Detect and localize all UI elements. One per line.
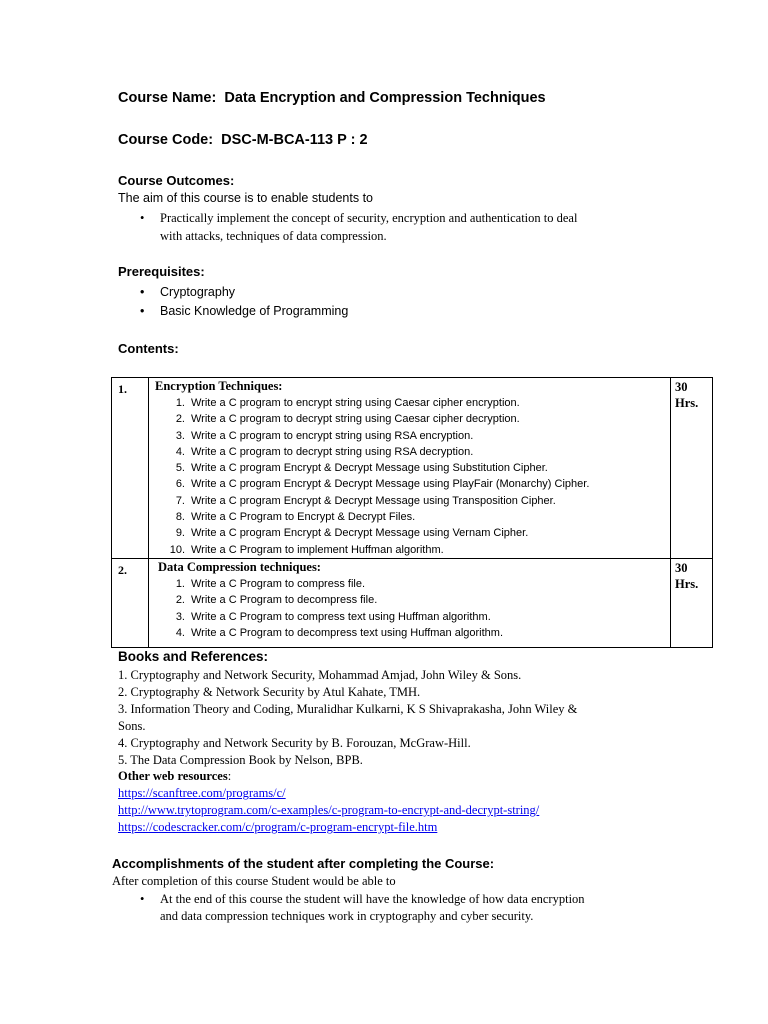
table-row [112, 558, 713, 647]
list-item: 1. Write a C Program to compress file. [175, 577, 366, 590]
list-item: 2. Write a C program to decrypt string using Caesar cipher decryption. [175, 413, 520, 426]
book-item: 2. Cryptography & Network Security by Atul Kahate, TMH. [118, 684, 421, 699]
accomplishments-list [118, 891, 658, 925]
web-link[interactable]: https://codescracker.com/c/program/c-program-encrypt-file.htm [118, 820, 438, 835]
list-item: 10. Write a C Program to implement Huffman algorithm. [169, 543, 444, 556]
web-link[interactable]: http://www.trytoprogram.com/c-examples/c-program-to-encrypt-and-decrypt-string/ [118, 803, 540, 818]
section-title: Encryption Techniques: [155, 379, 283, 393]
course-code-label: Course Code: [118, 132, 214, 148]
books-list [118, 667, 658, 836]
course-name: Data Encryption and Compression Techniques [224, 90, 546, 106]
book-item: 4. Cryptography and Network Security by B. Forouzan, McGraw-Hill. [118, 735, 471, 750]
outcomes-heading: Course Outcomes: [118, 173, 235, 188]
section-number: 2. [112, 558, 149, 647]
contents-table [111, 377, 713, 648]
prerequisites-heading: Prerequisites: [118, 264, 205, 279]
web-link[interactable]: https://scanftree.com/programs/c/ [118, 786, 286, 801]
section-number: 1. [112, 378, 149, 559]
course-code: DSC-M-BCA-113 P : 2 [221, 132, 368, 148]
list-item: 3. Write a C program to encrypt string using RSA encryption. [175, 429, 474, 442]
book-item: 3. Information Theory and Coding, Muralidhar Kulkarni, K S Shivaprakasha, John Wiley & [118, 701, 578, 716]
book-item: 5. The Data Compression Book by Nelson, BPB. [118, 752, 363, 767]
prerequisite-item: • Cryptography [118, 283, 348, 302]
web-resources-heading: Other web resources: [118, 769, 232, 784]
list-item: 2. Write a C Program to decompress file. [175, 594, 378, 607]
books-heading: Books and References: [118, 649, 269, 664]
course-name-label: Course Name: [118, 90, 217, 106]
outcomes-bullet: • Practically implement the concept of security, encryption and authentication to deal with attacks, techniques of data compression. [118, 209, 658, 245]
list-item: 8. Write a C Program to Encrypt & Decrypt Files. [175, 511, 416, 524]
accomplishments-heading: Accomplishments of the student after completing the Course: [112, 856, 495, 871]
section-hours: 30 Hrs. [671, 378, 713, 559]
section-items [149, 576, 670, 647]
section-items [149, 395, 670, 558]
accomplishments-bullet: • At the end of this course the student will have the knowledge of how data encryption and data compression techniques work in cryptography and cyber security. [118, 891, 658, 925]
book-item: 1. Cryptography and Network Security, Mohammad Amjad, John Wiley & Sons. [118, 668, 522, 682]
list-item: 6. Write a C program Encrypt & Decrypt Message using PlayFair (Monarchy) Cipher. [175, 478, 590, 491]
section-hours: 30 Hrs. [671, 558, 713, 647]
list-item: 4. Write a C program to decrypt string using RSA decryption. [175, 445, 474, 458]
prerequisite-item: • Basic Knowledge of Programming [118, 302, 348, 321]
section-body [149, 558, 671, 647]
section-body [149, 378, 671, 559]
list-item: 1. Write a C program to encrypt string using Caesar cipher encryption. [175, 397, 520, 409]
course-name-line [118, 90, 546, 106]
course-code-line [118, 132, 368, 148]
list-item: 9. Write a C program Encrypt & Decrypt Message using Vernam Cipher. [175, 527, 529, 540]
list-item: 7. Write a C program Encrypt & Decrypt Message using Transposition Cipher. [175, 494, 556, 507]
list-item: 4. Write a C Program to decompress text using Huffman algorithm. [175, 626, 503, 639]
accomplishments-intro: After completion of this course Student would be able to [112, 874, 396, 888]
contents-heading: Contents: [118, 341, 179, 356]
table-row [112, 378, 713, 559]
outcomes-list [118, 209, 658, 245]
outcomes-intro: The aim of this course is to enable students to [118, 191, 373, 205]
prerequisites-list [118, 283, 348, 321]
section-title: Data Compression techniques: [158, 559, 321, 574]
book-item: Sons. [118, 718, 146, 733]
list-item: 5. Write a C program Encrypt & Decrypt Message using Substitution Cipher. [175, 462, 548, 475]
list-item: 3. Write a C Program to compress text using Huffman algorithm. [175, 610, 491, 623]
